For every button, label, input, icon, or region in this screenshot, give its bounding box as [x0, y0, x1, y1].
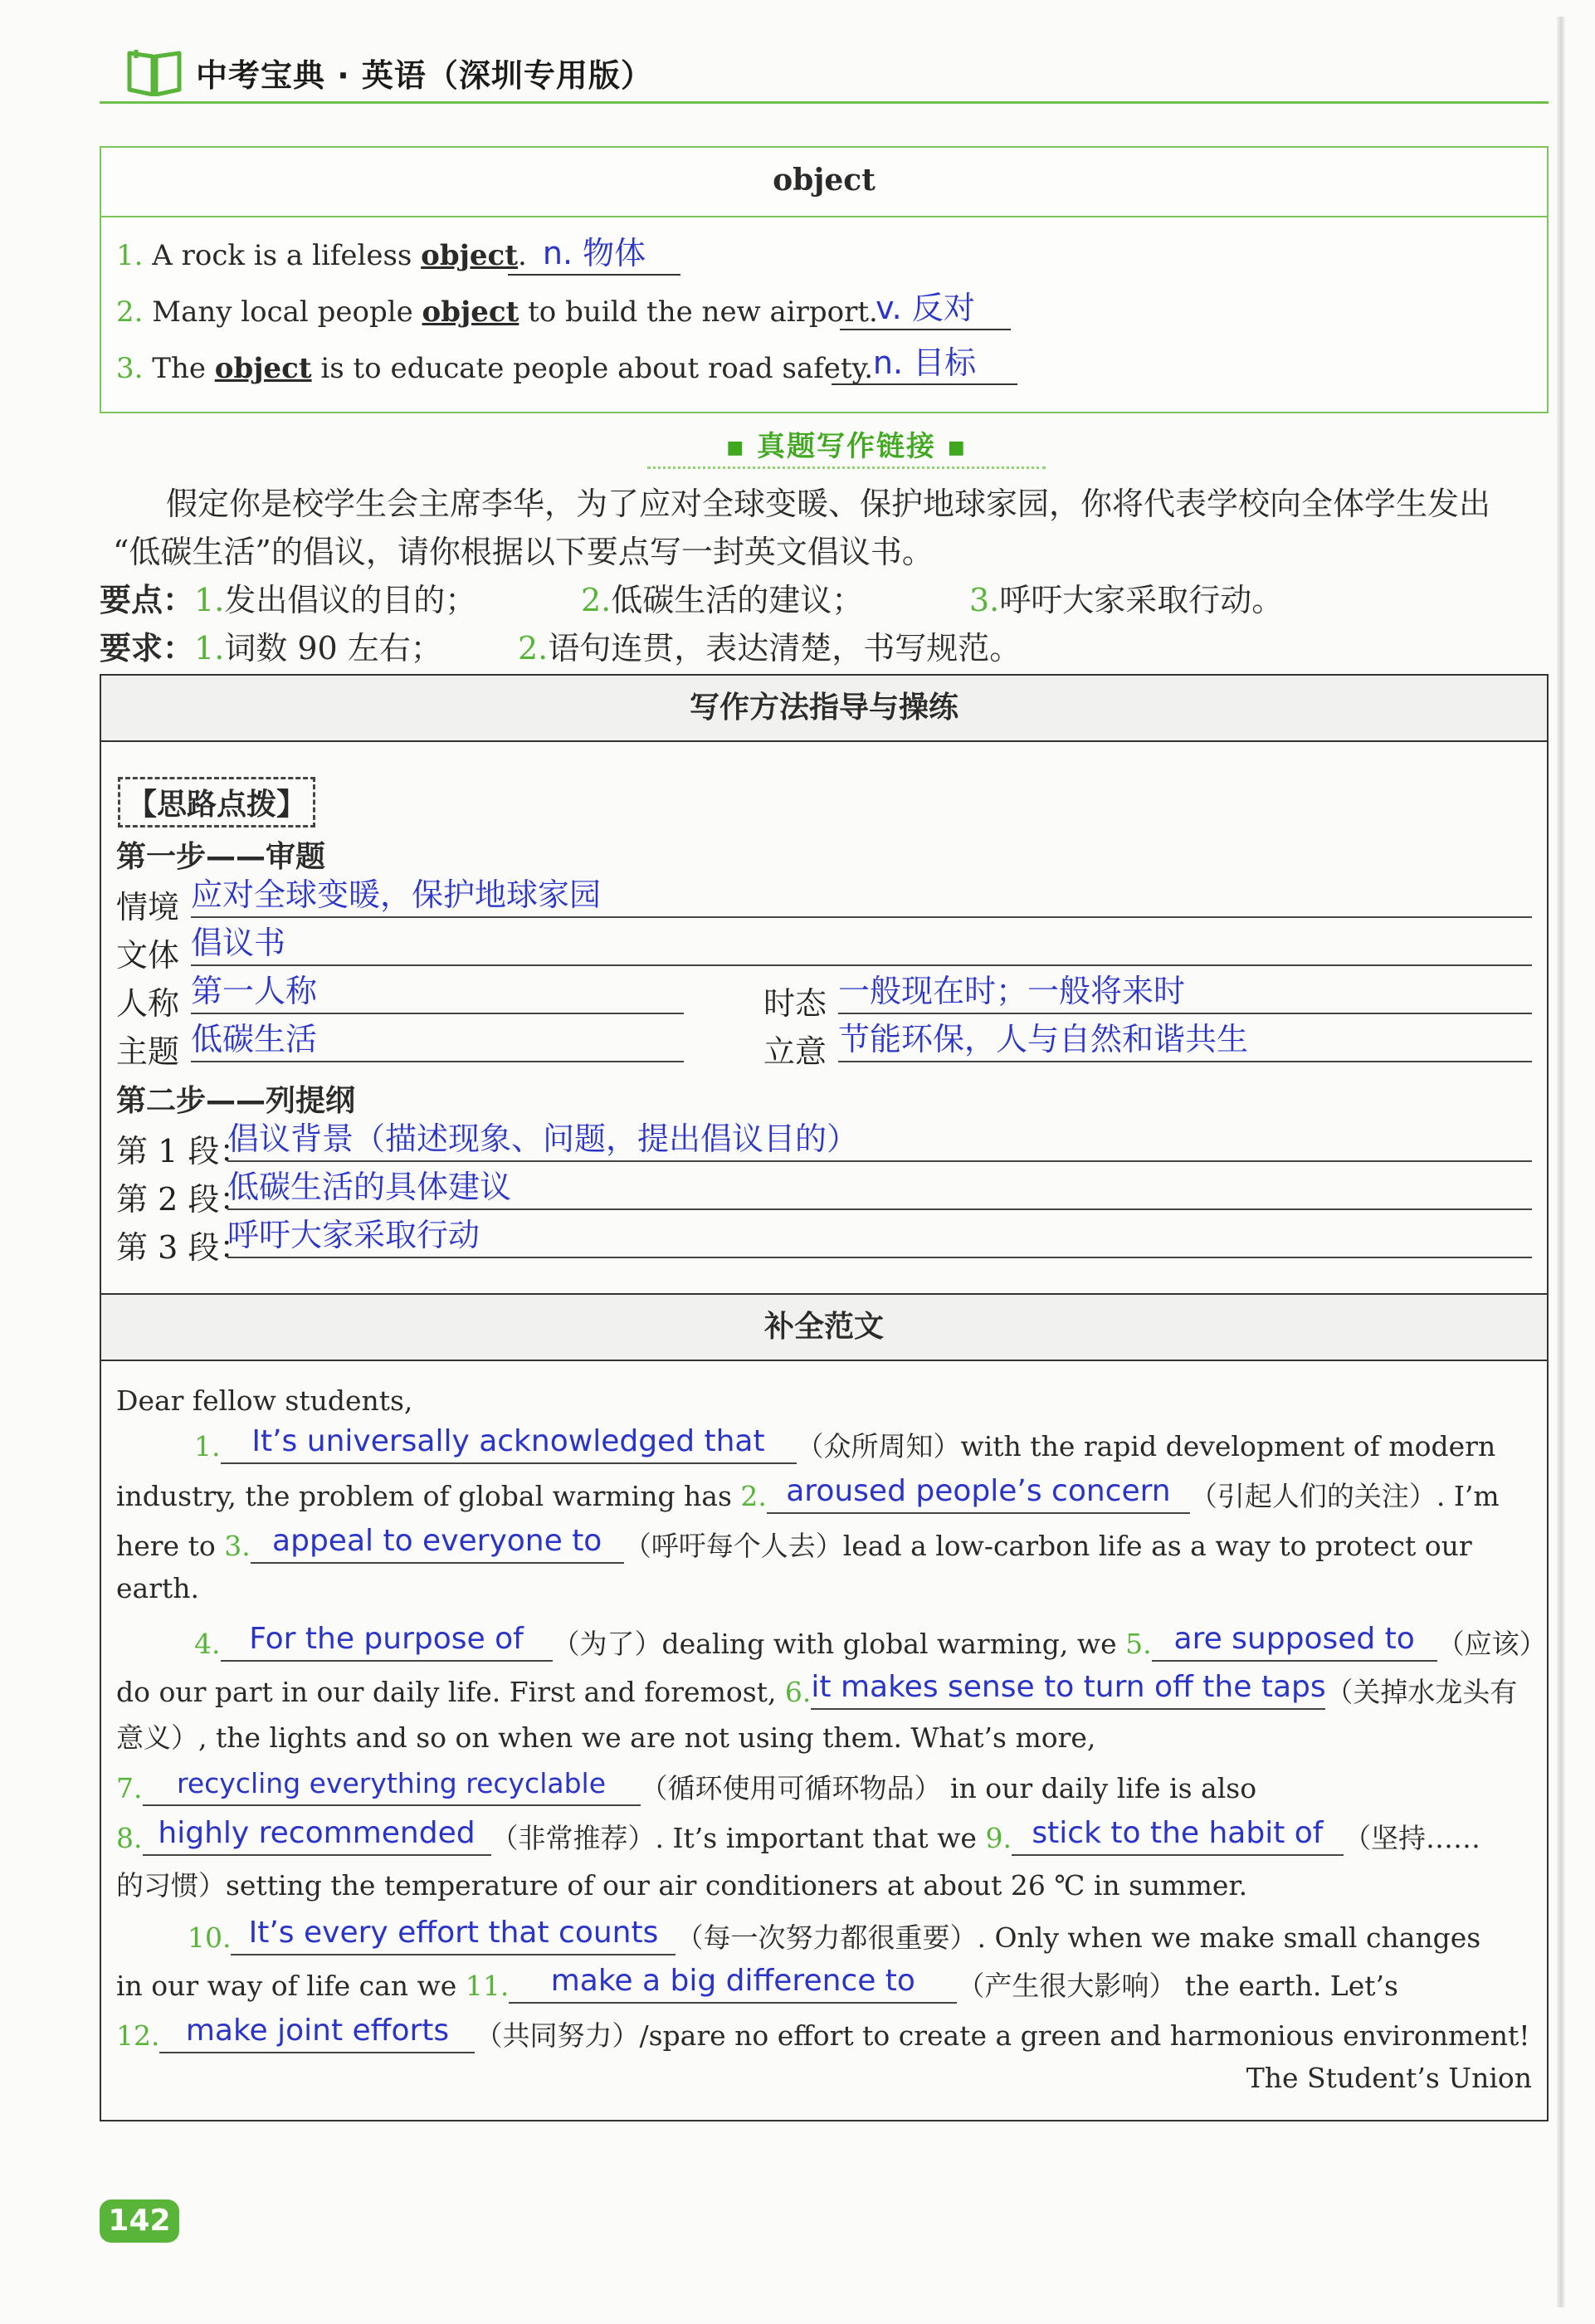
blank-number: 8.: [116, 1822, 143, 1854]
keyword: object: [214, 352, 312, 385]
blank-number: 7.: [116, 1772, 143, 1804]
tense-field: 一般现在时；一般将来时: [838, 971, 1532, 1014]
outline-field-2: 低碳生活的具体建议: [227, 1167, 1532, 1210]
essay-line-2: [116, 1472, 1500, 1514]
method-title: 写作方法指导与操练: [101, 676, 1547, 742]
blank-number: 5.: [1125, 1628, 1152, 1660]
req-number: 2.: [518, 630, 549, 666]
essay-text: （呼吁每个人去）lead a low-carbon life as a way to protect our: [623, 1530, 1472, 1562]
essay-blank-10: It’s every effort that counts: [231, 1914, 676, 1955]
sentence-text: Many local people: [152, 295, 422, 329]
essay-line-12: [116, 1962, 1398, 2004]
outline-label-3: 第 3 段：: [116, 1229, 251, 1266]
essay-text: in our way of life can we: [116, 1970, 466, 2002]
tense-label: 时态: [763, 985, 827, 1022]
essay-line-6: [116, 1668, 1517, 1710]
points-label: 要点：: [100, 582, 195, 618]
essay-blank-12: make joint efforts: [159, 2012, 475, 2053]
blank-number: 6.: [784, 1676, 812, 1708]
essay-text: （为了）dealing with global warming, we: [552, 1628, 1126, 1660]
theme-label: 主题: [116, 1033, 180, 1070]
section-banner: ■ 真题写作链接 ■: [647, 423, 1046, 469]
essay-blank-6: it makes sense to turn off the taps: [811, 1668, 1325, 1710]
blank-number: 9.: [985, 1822, 1012, 1854]
page-header: [124, 40, 1552, 106]
sentence-text: is to educate people about road safety.: [311, 352, 874, 385]
essay-text: （应该）: [1436, 1628, 1547, 1660]
step-2-title: 第二步——列提纲: [116, 1084, 356, 1118]
prompt-points: [100, 576, 476, 624]
outline-label-2: 第 2 段：: [116, 1181, 251, 1218]
essay-signature: The Student’s Union: [1246, 2062, 1532, 2094]
idea-field: 节能环保，人与自然和谐共生: [838, 1019, 1532, 1062]
keyword: object: [421, 239, 518, 272]
idea-label: 立意: [763, 1033, 827, 1070]
blank-number: 4.: [194, 1628, 221, 1660]
essay-text: （循环使用可循环物品） in our daily life is also: [640, 1772, 1257, 1804]
vocab-sentence-3: [116, 352, 873, 385]
writing-method-box: [100, 674, 1549, 2121]
essay-line-9: [116, 1814, 1480, 1856]
point-number: 2.: [581, 582, 612, 618]
header-title: 中考宝典 · 英语（深圳专用版）: [196, 57, 653, 94]
genre-label: 文体: [116, 937, 180, 974]
prompt-line-2: “低碳生活”的倡议，请你根据以下要点写一封英文倡议书。: [113, 534, 934, 570]
req-label: 要求：: [100, 630, 195, 666]
essay-blank-7: recycling everything recyclable: [143, 1765, 641, 1806]
vocab-box-title: object: [773, 163, 876, 198]
req-number: 1.: [194, 630, 225, 666]
essay-text: （引起人们的关注）. I’m: [1189, 1480, 1500, 1512]
essay-blank-1: It’s universally acknowledged that: [221, 1423, 797, 1464]
essay-blank-3: appeal to everyone to: [251, 1522, 624, 1564]
banner-text: 真题写作链接: [757, 430, 936, 463]
prompt-point-3: [969, 576, 1283, 624]
req-text: 语句连贯，表达清楚，书写规范。: [548, 630, 1022, 666]
essay-blank-8: highly recommended: [143, 1814, 491, 1856]
essay-text: （每一次努力都很重要）. Only when we make small changes: [676, 1921, 1481, 1954]
sentence-text: to build the new airport.: [519, 295, 878, 329]
essay-text: （非常推荐）. It’s important that we: [490, 1822, 986, 1854]
essay-line-5: [194, 1620, 1547, 1662]
vocab-box-object: [100, 146, 1549, 413]
page-edge-shadow: [1557, 17, 1565, 2307]
essay-text: do our part in our daily life. First and foremost,: [116, 1676, 785, 1708]
outline-field-1: 倡议背景（描述现象、问题，提出倡议目的）: [227, 1119, 1532, 1162]
sentence-text: .: [517, 239, 527, 272]
open-book-icon: [124, 45, 184, 96]
sentence-text: The: [152, 352, 215, 385]
theme-field: 低碳生活: [191, 1019, 684, 1062]
essay-line-4: earth.: [116, 1572, 199, 1604]
tip-tag: 【思路点拨】: [118, 777, 315, 828]
blank-number: 11.: [465, 1970, 510, 2002]
point-text: 低碳生活的建议；: [611, 582, 864, 618]
point-number: 3.: [969, 582, 1000, 618]
blank-number: 3.: [224, 1530, 251, 1562]
essay-greeting: Dear fellow students,: [116, 1384, 413, 1417]
situation-field: 应对全球变暖，保护地球家园: [191, 875, 1532, 918]
essay-line-7: 意义）, the lights and so on when we are not using them. What’s more,: [116, 1721, 1096, 1754]
vocab-sentence-2: [116, 295, 878, 329]
answer-blank-2: v. 反对: [840, 287, 1011, 330]
blank-number: 12.: [116, 2019, 160, 2052]
person-field: 第一人称: [191, 971, 684, 1014]
sentence-number: 1.: [116, 239, 144, 272]
essay-line-10: 的习惯）setting the temperature of our air conditioners at about 26 ℃ in summer.: [116, 1869, 1248, 1902]
outline-field-3: 呼吁大家采取行动: [227, 1215, 1532, 1258]
essay-line-8: [116, 1765, 1256, 1806]
essay-line-11: [188, 1914, 1480, 1955]
essay-title: 补全范文: [101, 1293, 1547, 1361]
essay-blank-4: For the purpose of: [221, 1620, 553, 1662]
prompt-requirement-2: [518, 624, 1021, 672]
prompt-point-2: [581, 576, 863, 624]
essay-line-1: [194, 1423, 1495, 1464]
sentence-number: 2.: [116, 295, 144, 329]
situation-label: 情境: [116, 889, 180, 925]
essay-blank-11: make a big difference to: [509, 1962, 957, 2004]
essay-text: （产生很大影响） the earth. Let’s: [957, 1970, 1398, 2002]
essay-text: （坚持……: [1343, 1822, 1480, 1854]
keyword: object: [422, 295, 519, 329]
essay-text: （关掉水龙头有: [1325, 1676, 1518, 1708]
essay-blank-9: stick to the habit of: [1012, 1814, 1344, 1856]
blank-number: 10.: [188, 1921, 232, 1954]
blank-number: 2.: [740, 1480, 767, 1512]
essay-text: （共同努力）/spare no effort to create a green and harmonious environment!: [475, 2019, 1530, 2052]
vocab-sentence-1: [116, 239, 527, 272]
blank-number: 1.: [194, 1430, 221, 1462]
essay-text: industry, the problem of global warming has: [116, 1480, 741, 1512]
prompt-line-1: 假定你是校学生会主席李华，为了应对全球变暖、保护地球家园，你将代表学校向全体学生发出: [166, 486, 1491, 522]
essay-text: here to: [116, 1530, 225, 1562]
prompt-requirements: [100, 624, 442, 672]
page-number: 142: [100, 2200, 179, 2243]
essay-blank-2: aroused people’s concern: [767, 1472, 1190, 1514]
essay-text: （众所周知）with the rapid development of modern: [796, 1430, 1496, 1462]
point-text: 发出倡议的目的；: [224, 582, 477, 618]
step-1-title: 第一步——审题: [116, 840, 326, 874]
essay-line-3: [116, 1522, 1472, 1564]
point-number: 1.: [194, 582, 225, 618]
outline-label-1: 第 1 段：: [116, 1133, 251, 1169]
answer-blank-1: n. 物体: [508, 232, 680, 276]
genre-field: 倡议书: [191, 923, 1532, 966]
person-label: 人称: [116, 985, 180, 1022]
point-text: 呼吁大家采取行动。: [999, 582, 1284, 618]
vocab-box-divider: [101, 216, 1547, 217]
sentence-text: A rock is a lifeless: [152, 239, 422, 272]
header-divider: [100, 101, 1549, 104]
essay-blank-5: are supposed to: [1152, 1620, 1437, 1662]
answer-blank-3: n. 目标: [832, 342, 1017, 385]
essay-line-13: [116, 2012, 1530, 2053]
req-text: 词数 90 左右；: [224, 630, 442, 666]
sentence-number: 3.: [116, 352, 144, 385]
